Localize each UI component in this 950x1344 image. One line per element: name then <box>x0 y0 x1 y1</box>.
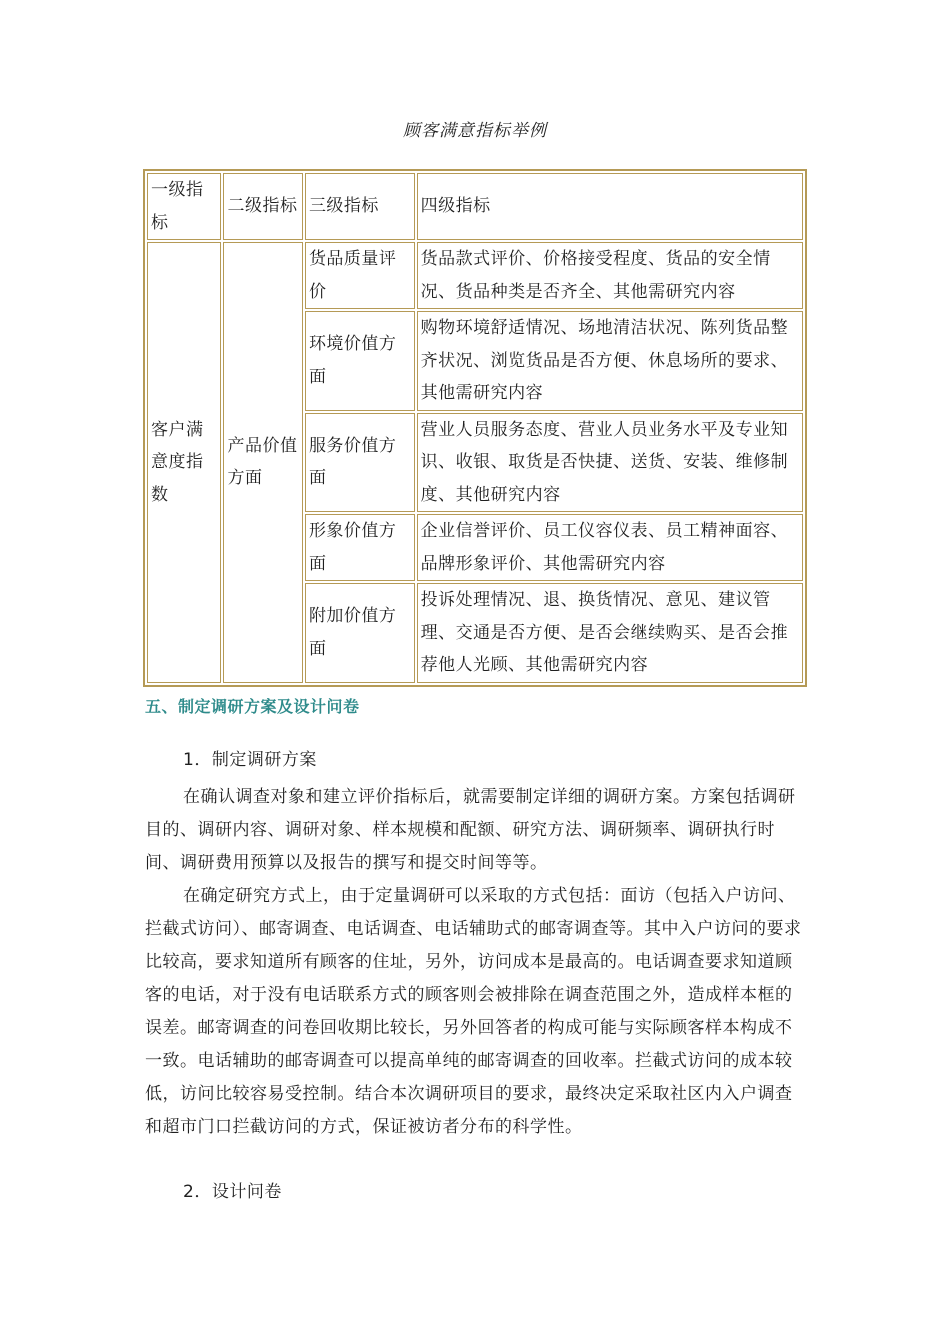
subsection-title-questionnaire: 2．设计问卷 <box>183 1182 282 1202</box>
level3-cell: 服务价值方面 <box>305 413 415 513</box>
table-header-row <box>147 173 803 240</box>
level4-cell: 企业信誉评价、员工仪容仪表、员工精神面容、品牌形象评价、其他需研究内容 <box>417 514 803 581</box>
paragraph-research-methods: 在确定研究方式上，由于定量调研可以采取的方式包括：面访（包括入户访问、拦截式访问）、邮寄调查、电话调查、电话辅助式的邮寄调查等。其中入户访问的要求比较高，要求知道所有顾客的住址，另外，访问成本是最高的。电话调查要求知道顾客的电话，对于没有电话联系方式的顾客则会被排除在调查范围之外，造成样本框的误差。邮寄调查的问卷回收期比较长，另外回答者的构成可能与实际顾客样本构成不一致。电话辅助的邮寄调查可以提高单纯的邮寄调查的回收率。拦截式访问的成本较低，访问比较容易受控制。结合本次调研项目的要求，最终决定采取社区内入户调查和超市门口拦截访问的方式，保证被访者分布的科学性。 <box>145 886 802 1137</box>
table-caption: 顾客满意指标举例 <box>403 121 547 141</box>
level4-cell: 营业人员服务态度、营业人员业务水平及专业知识、收银、取货是否快捷、送货、安装、维修制度、其他研究内容 <box>417 413 803 513</box>
level3-cell: 环境价值方面 <box>305 311 415 411</box>
level3-cell: 货品质量评价 <box>305 242 415 309</box>
level3-cell: 附加价值方面 <box>305 583 415 683</box>
table-row <box>147 242 803 309</box>
satisfaction-index-table <box>143 169 807 687</box>
header-level2: 二级指标 <box>223 173 302 240</box>
header-level3: 三级指标 <box>305 173 415 240</box>
header-level4: 四级指标 <box>417 173 803 240</box>
level2-cell: 产品价值方面 <box>223 242 302 683</box>
section-heading: 五、制定调研方案及设计问卷 <box>145 697 360 716</box>
level4-cell: 购物环境舒适情况、场地清洁状况、陈列货品整齐状况、浏览货品是否方便、休息场所的要求、其他需研究内容 <box>417 311 803 411</box>
level4-cell: 货品款式评价、价格接受程度、货品的安全情况、货品种类是否齐全、其他需研究内容 <box>417 242 803 309</box>
level4-cell: 投诉处理情况、退、换货情况、意见、建议管理、交通是否方便、是否会继续购买、是否会推荐他人光顾、其他需研究内容 <box>417 583 803 683</box>
level3-cell: 形象价值方面 <box>305 514 415 581</box>
paragraph-research-plan: 在确认调查对象和建立评价指标后，就需要制定详细的调研方案。方案包括调研目的、调研内容、调研对象、样本规模和配额、研究方法、调研频率、调研执行时间、调研费用预算以及报告的撰写和提交时间等等。 <box>145 787 796 873</box>
level1-cell: 客户满意度指数 <box>147 242 221 683</box>
header-level1: 一级指标 <box>147 173 221 240</box>
subsection-title-research-plan: 1．制定调研方案 <box>183 750 317 770</box>
